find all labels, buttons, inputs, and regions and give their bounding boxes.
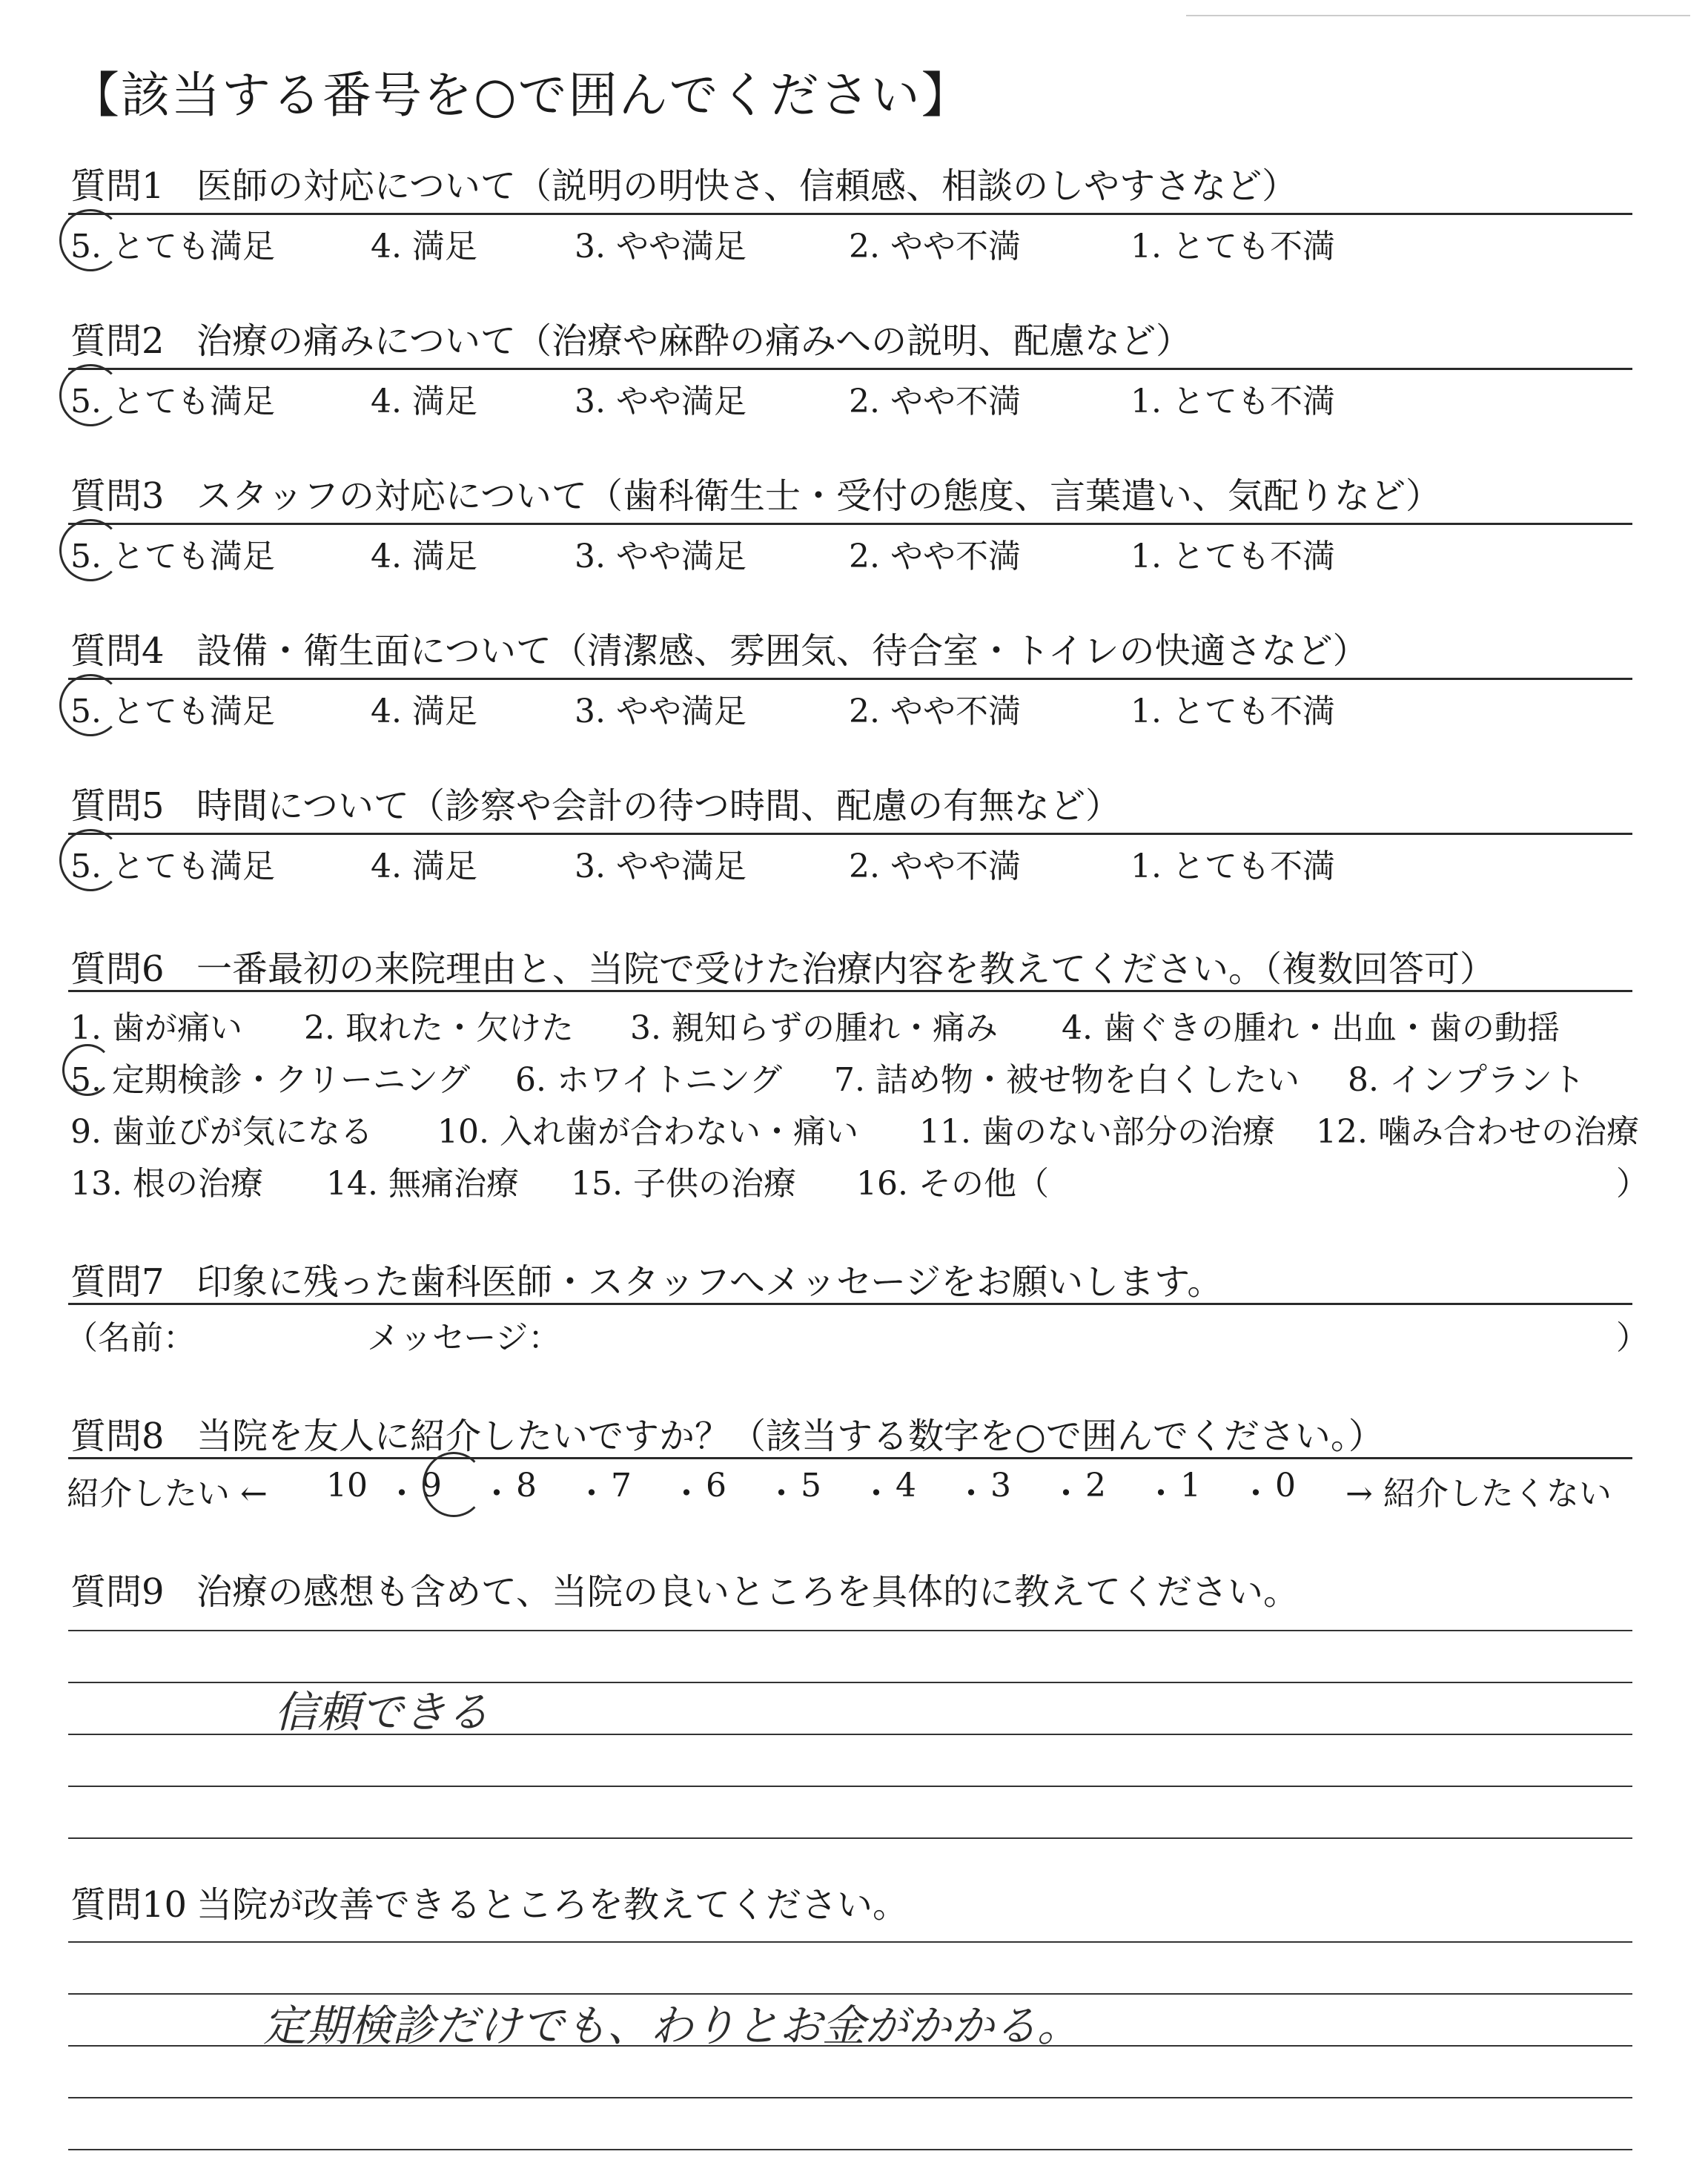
- q8-separator: ・: [860, 1475, 893, 1513]
- q5-text: 時間について（診察や会計の待つ時間、配慮の有無など）: [196, 785, 1122, 827]
- q5-selection-circle: [59, 829, 122, 891]
- form-title: 【該当する番号を○で囲んでください】: [70, 67, 972, 124]
- scan-edge-line: [1186, 15, 1690, 16]
- q3-selection-circle: [59, 519, 122, 581]
- q10-line-5: [68, 2149, 1632, 2150]
- q5-option-5[interactable]: 5. とても満足: [70, 848, 275, 885]
- q6-option-10[interactable]: 10. 入れ歯が合わない・痛い: [437, 1113, 858, 1151]
- q6-option-14[interactable]: 14. 無痛治療: [326, 1165, 519, 1203]
- q10-line-1: [68, 1941, 1632, 1943]
- q6-option-3[interactable]: 3. 親知らずの腫れ・痛み: [630, 1009, 998, 1047]
- q3-option-3[interactable]: 3. やや満足: [575, 538, 747, 575]
- q6-rule: [68, 990, 1632, 992]
- q4-option-4[interactable]: 4. 満足: [371, 693, 477, 730]
- q6-text: 一番最初の来院理由と、当院で受けた治療内容を教えてください。（複数回答可）: [196, 948, 1496, 990]
- q3-rule: [68, 523, 1632, 525]
- q5-heading: [70, 777, 1121, 828]
- q8-separator: ・: [385, 1475, 418, 1513]
- q2-option-2[interactable]: 2. やや不満: [849, 383, 1021, 420]
- q8-scale-2[interactable]: 2: [1085, 1467, 1106, 1505]
- q8-separator: ・: [670, 1475, 703, 1513]
- q8-separator: ・: [1239, 1475, 1272, 1513]
- q6-option-15[interactable]: 15. 子供の治療: [571, 1165, 796, 1203]
- q6-option-5[interactable]: 5. 定期検診・クリーニング: [70, 1061, 471, 1099]
- q8-left-label: 紹介したい ←: [67, 1475, 268, 1513]
- q2-option-1[interactable]: 1. とても不満: [1131, 383, 1335, 420]
- q8-right-label: → 紹介したくない: [1345, 1475, 1612, 1513]
- q7-text: 印象に残った歯科医師・スタッフへメッセージをお願いします。: [196, 1261, 1223, 1303]
- q6-option-1[interactable]: 1. 歯が痛い: [70, 1009, 242, 1047]
- q6-number: 質問6: [70, 948, 165, 990]
- q1-number: 質問1: [70, 165, 165, 207]
- q4-heading: [70, 622, 1368, 673]
- q8-scale-5[interactable]: 5: [801, 1467, 821, 1505]
- q2-rule: [68, 368, 1632, 370]
- q10-text: 当院が改善できるところを教えてください。: [196, 1884, 909, 1926]
- q1-option-5[interactable]: 5. とても満足: [70, 228, 275, 265]
- q7-message-label: メッセージ：: [367, 1319, 561, 1357]
- q3-option-1[interactable]: 1. とても不満: [1131, 538, 1335, 575]
- q3-number: 質問3: [70, 475, 165, 517]
- q8-text: 当院を友人に紹介したいですか？（該当する数字を○で囲んでください。）: [196, 1416, 1384, 1457]
- q7-close-paren: ）: [1616, 1319, 1649, 1357]
- q1-option-3[interactable]: 3. やや満足: [575, 228, 747, 265]
- q3-heading: [70, 467, 1441, 518]
- q1-text: 医師の対応について（説明の明快さ、信頼感、相談のしやすさなど）: [196, 165, 1298, 207]
- q8-separator: ・: [1145, 1475, 1177, 1513]
- q6-option-2[interactable]: 2. 取れた・欠けた: [304, 1009, 574, 1047]
- q2-number: 質問2: [70, 320, 165, 362]
- q7-rule: [68, 1303, 1632, 1305]
- q6-option-8[interactable]: 8. インプラント: [1348, 1061, 1585, 1099]
- q6-selection-circle: [62, 1044, 113, 1096]
- q8-scale-6[interactable]: 6: [706, 1467, 726, 1505]
- q7-name-label: （名前：: [65, 1319, 196, 1357]
- q9-line-1: [68, 1630, 1632, 1631]
- q8-scale-4[interactable]: 4: [896, 1467, 916, 1505]
- q1-option-2[interactable]: 2. やや不満: [849, 228, 1021, 265]
- q3-option-5[interactable]: 5. とても満足: [70, 538, 275, 575]
- q8-scale-7[interactable]: 7: [611, 1467, 632, 1505]
- q6-option-6[interactable]: 6. ホワイトニング: [515, 1061, 783, 1099]
- q1-option-4[interactable]: 4. 満足: [371, 228, 477, 265]
- q1-rule: [68, 213, 1632, 215]
- q5-option-3[interactable]: 3. やや満足: [575, 848, 747, 885]
- q8-number: 質問8: [70, 1416, 165, 1457]
- q8-separator: ・: [480, 1475, 513, 1513]
- q8-scale-3[interactable]: 3: [990, 1467, 1011, 1505]
- q9-line-4: [68, 1786, 1632, 1787]
- q5-option-4[interactable]: 4. 満足: [371, 848, 477, 885]
- q8-separator: ・: [955, 1475, 987, 1513]
- q10-line-4: [68, 2097, 1632, 2098]
- q6-option-16[interactable]: 16. その他（: [856, 1165, 1049, 1203]
- q5-option-1[interactable]: 1. とても不満: [1131, 848, 1335, 885]
- q9-heading: [70, 1563, 1299, 1614]
- q1-heading: [70, 157, 1297, 208]
- q6-option-9[interactable]: 9. 歯並びが気になる: [70, 1113, 373, 1151]
- q5-rule: [68, 833, 1632, 835]
- q9-line-5: [68, 1837, 1632, 1839]
- q6-option-13[interactable]: 13. 根の治療: [70, 1165, 263, 1203]
- q6-option-12[interactable]: 12. 噛み合わせの治療: [1316, 1113, 1639, 1151]
- q8-selection-circle: [423, 1452, 485, 1517]
- q8-scale-1[interactable]: 1: [1180, 1467, 1201, 1505]
- q8-scale-10[interactable]: 10: [326, 1467, 368, 1505]
- q6-option-7[interactable]: 7. 詰め物・被せ物を白くしたい: [834, 1061, 1300, 1099]
- q9-handwritten-answer: 信頼できる: [274, 1687, 490, 1737]
- q2-heading: [70, 312, 1191, 363]
- q8-scale-9[interactable]: 9: [421, 1467, 442, 1505]
- q4-selection-circle: [59, 674, 122, 736]
- q6-heading: [70, 940, 1495, 991]
- q5-option-2[interactable]: 2. やや不満: [849, 848, 1021, 885]
- q4-option-1[interactable]: 1. とても不満: [1131, 693, 1335, 730]
- q9-number: 質問9: [70, 1571, 165, 1613]
- q8-separator: ・: [765, 1475, 798, 1513]
- q2-selection-circle: [59, 364, 122, 426]
- q8-heading: [70, 1407, 1384, 1459]
- q8-rule: [68, 1457, 1632, 1459]
- q6-other-close: ）: [1616, 1165, 1649, 1203]
- q10-handwritten-answer: 定期検診だけでも、わりとお金がかかる。: [263, 2001, 1081, 2051]
- q8-scale-0[interactable]: 0: [1275, 1467, 1296, 1505]
- q7-number: 質問7: [70, 1261, 165, 1303]
- q4-rule: [68, 678, 1632, 680]
- q3-option-4[interactable]: 4. 満足: [371, 538, 477, 575]
- q2-option-5[interactable]: 5. とても満足: [70, 383, 275, 420]
- q10-number: 質問10: [70, 1884, 188, 1926]
- q4-option-2[interactable]: 2. やや不満: [849, 693, 1021, 730]
- q4-number: 質問4: [70, 630, 165, 672]
- q10-heading: [70, 1876, 908, 1927]
- q9-text: 治療の感想も含めて、当院の良いところを具体的に教えてください。: [196, 1571, 1300, 1613]
- q2-option-4[interactable]: 4. 満足: [371, 383, 477, 420]
- q8-separator: ・: [575, 1475, 608, 1513]
- q1-selection-circle: [59, 209, 122, 271]
- q5-number: 質問5: [70, 785, 165, 827]
- q8-scale-8[interactable]: 8: [516, 1467, 537, 1505]
- q7-heading: [70, 1253, 1222, 1304]
- q4-text: 設備・衛生面について（清潔感、雰囲気、待合室・トイレの快適さなど）: [196, 630, 1368, 672]
- q1-option-1[interactable]: 1. とても不満: [1131, 228, 1335, 265]
- q2-text: 治療の痛みについて（治療や麻酔の痛みへの説明、配慮など）: [196, 320, 1192, 362]
- q3-text: スタッフの対応について（歯科衛生士・受付の態度、言葉遣い、気配りなど）: [196, 475, 1442, 517]
- q2-option-3[interactable]: 3. やや満足: [575, 383, 747, 420]
- q4-option-5[interactable]: 5. とても満足: [70, 693, 275, 730]
- q3-option-2[interactable]: 2. やや不満: [849, 538, 1021, 575]
- q6-option-11[interactable]: 11. 歯のない部分の治療: [919, 1113, 1275, 1151]
- q4-option-3[interactable]: 3. やや満足: [575, 693, 747, 730]
- q8-separator: ・: [1050, 1475, 1082, 1513]
- q6-option-4[interactable]: 4. 歯ぐきの腫れ・出血・歯の動揺: [1062, 1009, 1560, 1047]
